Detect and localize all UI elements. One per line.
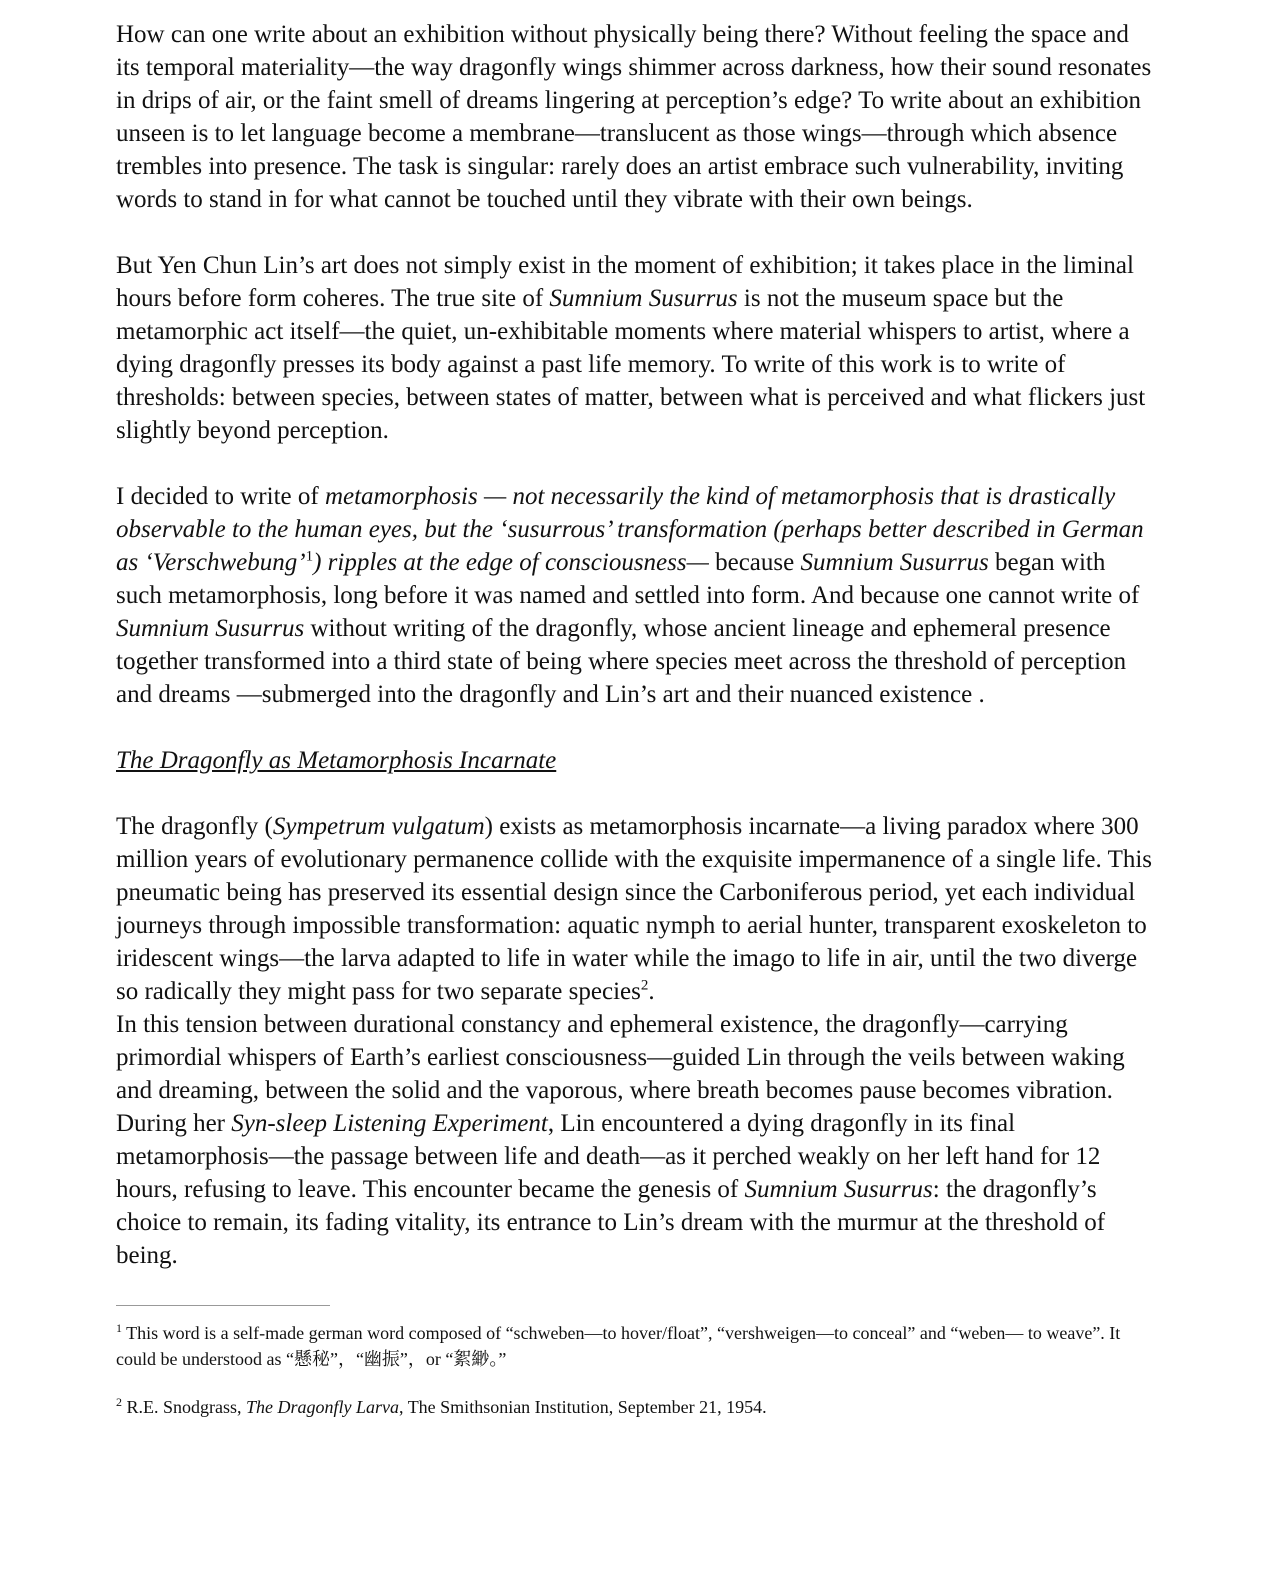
footnote-number: 2 bbox=[116, 1395, 122, 1409]
italic-passage: ) ripples at the edge of consciousness— bbox=[313, 549, 709, 576]
paragraph-text: But Yen Chun Lin’s art does not simply exist in the moment of exhibition; it takes place in the liminal hours before form coheres. The true site of bbox=[116, 252, 1134, 312]
work-title: Sumnium Susurrus bbox=[549, 285, 738, 312]
species-name: Sympetrum vulgatum bbox=[272, 813, 485, 840]
work-title: Sumnium Susurrus bbox=[116, 615, 305, 642]
paragraph-intro-3 bbox=[116, 480, 1156, 711]
footnote-ref-2[interactable]: 2 bbox=[640, 977, 649, 994]
experiment-title: Syn-sleep Listening Experiment bbox=[231, 1110, 548, 1137]
paragraph-text: The dragonfly ( bbox=[116, 813, 273, 840]
paragraph-text: . bbox=[648, 978, 655, 1005]
paragraph-text: , Lin encountered a dying dragonfly in its final metamorphosis—the passage between life and death—as it perched weakly on her left hand for 12 hours, refusing to leave. This encounter became the genesis of bbox=[116, 1110, 1101, 1203]
paragraph-text: I decided to write of bbox=[116, 483, 325, 510]
footnote-text: , The Smithsonian Institution, September 21, 1954. bbox=[399, 1397, 767, 1417]
paragraph-text: began with such metamorphosis, long before it was named and settled into form. And because one cannot write of bbox=[116, 549, 1140, 609]
footnote-ref-1[interactable]: 1 bbox=[305, 548, 314, 565]
footnote-text: This word is a self-made german word composed of “schweben—to hover/float”, “vershweigen—to conceal” and “weben— to weave”. It could be understood as “懸秘”，“幽振”，or “絮緲。” bbox=[116, 1323, 1121, 1369]
footnote-1 bbox=[116, 1320, 1156, 1372]
work-title: Sumnium Susurrus bbox=[744, 1176, 933, 1203]
paragraph-text: because bbox=[708, 549, 801, 576]
paragraph-text: How can one write about an exhibition without physically being there? Without feeling the space and its temporal materiality—the way dragonfly wings shimmer across darkness, how their sound resonates in drips of air, or the faint smell of dreams lingering at perception’s edge? To write about an exhibition unseen is to let language become a membrane—translucent as those wings—through which absence trembles into presence. The task is singular: rarely does an artist embrace such vulnerability, inviting words to stand in for what cannot be touched until they vibrate with their own beings. bbox=[116, 21, 1152, 213]
paragraph-text: without writing of the dragonfly, whose ancient lineage and ephemeral presence together transformed into a third state of being where species meet across the threshold of perception and dreams —submerged into the dragonfly and Lin’s art and their nuanced existence . bbox=[116, 615, 1127, 708]
footnote-divider bbox=[116, 1305, 330, 1306]
italic-passage: metamorphosis — not necessarily the kind of metamorphosis that is drastically observable to the human eyes, but the ‘susurrous’ transformation (perhaps better described in German as ‘Verschwebung’ bbox=[116, 483, 1144, 576]
paragraph-intro-2 bbox=[116, 249, 1156, 447]
footnote-2 bbox=[116, 1394, 1156, 1420]
work-title: Sumnium Susurrus bbox=[800, 549, 989, 576]
book-title: The Dragonfly Larva bbox=[246, 1397, 400, 1417]
document-body bbox=[116, 18, 1156, 1442]
paragraph-text: In this tension between durational constancy and ephemeral existence, the dragonfly—carrying primordial whispers of Earth’s earliest consciousness—guided Lin through the veils between waking and dreaming, between the solid and the vaporous, where breath becomes pause becomes vibration. During her bbox=[116, 1011, 1125, 1137]
paragraph-dragonfly-2 bbox=[116, 1008, 1156, 1272]
paragraph-text: : the dragonfly’s choice to remain, its fading vitality, its entrance to Lin’s dream with the murmur at the threshold of being. bbox=[116, 1176, 1106, 1269]
section-heading: The Dragonfly as Metamorphosis Incarnate bbox=[116, 747, 557, 774]
paragraph-intro-1 bbox=[116, 18, 1156, 216]
paragraph-dragonfly-1 bbox=[116, 810, 1156, 1008]
paragraph-text: is not the museum space but the metamorphic act itself—the quiet, un-exhibitable moments where material whispers to artist, where a dying dragonfly presses its body against a past life memory. To write of this work is to write of thresholds: between species, between states of matter, between what is perceived and what flickers just slightly beyond perception. bbox=[116, 285, 1146, 444]
paragraph-text: ) exists as metamorphosis incarnate—a living paradox where 300 million years of evolutionary permanence collide with the exquisite impermanence of a single life. This pneumatic being has preserved its essential design since the Carboniferous period, yet each individual journeys through impossible transformation: aquatic nymph to aerial hunter, transparent exoskeleton to iridescent wings—the larva adapted to life in water while the imago to life in air, until the two diverge so radically they might pass for two separate species bbox=[116, 813, 1153, 1005]
footnote-number: 1 bbox=[116, 1321, 122, 1335]
footnote-text: R.E. Snodgrass, bbox=[122, 1397, 247, 1417]
